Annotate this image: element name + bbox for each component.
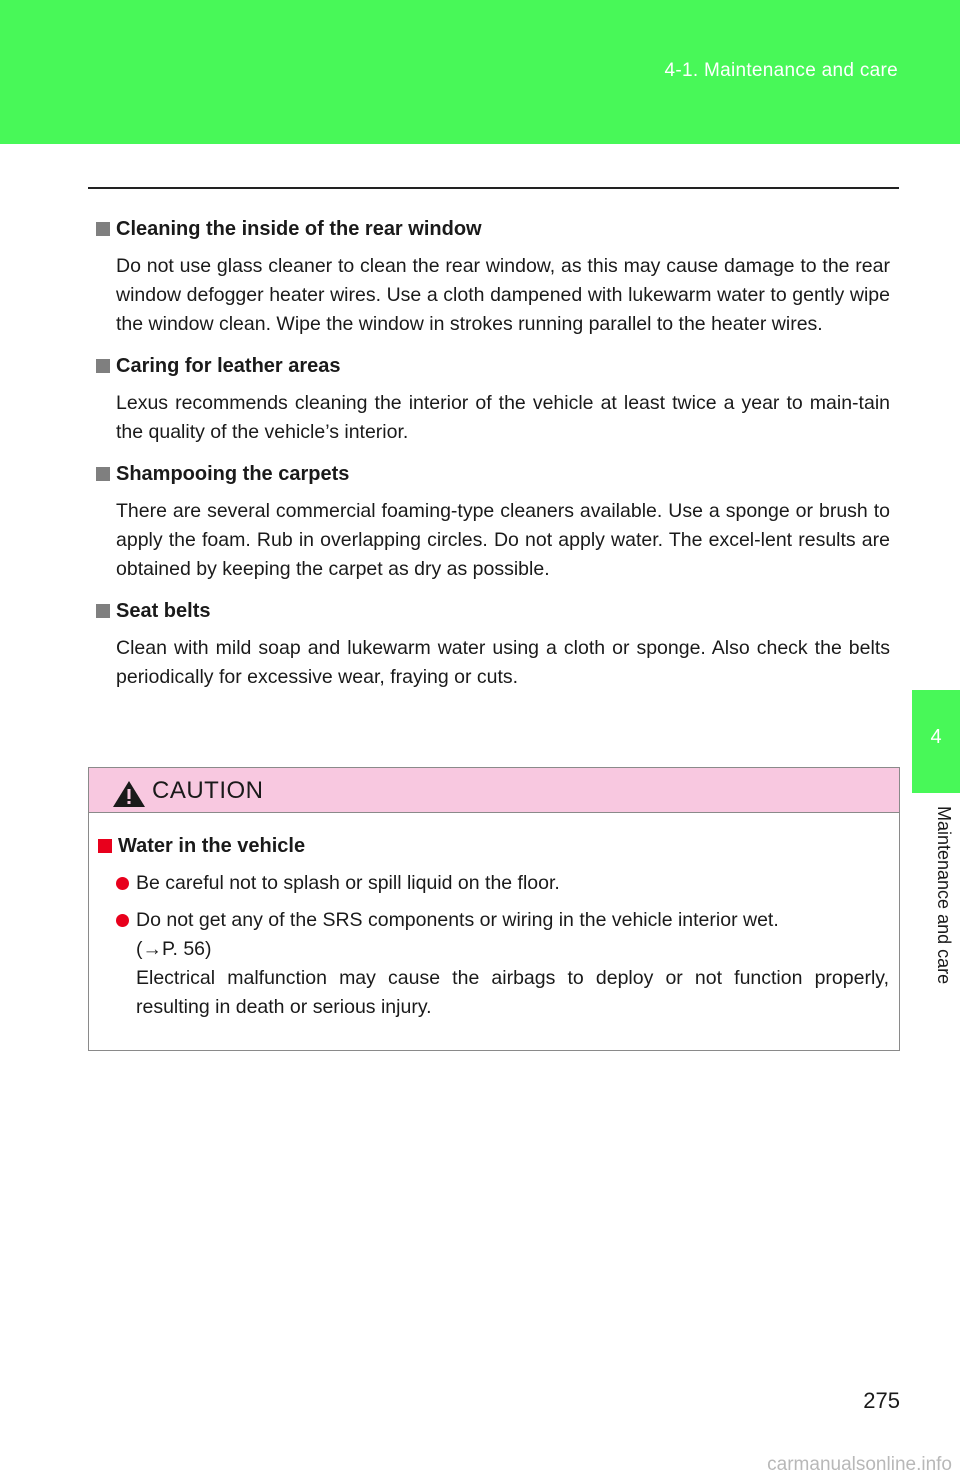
chapter-title: 4-1. Maintenance and care [664,60,898,81]
section-leather [96,351,890,447]
section-rear-window [96,214,890,339]
chapter-tab-label: Maintenance and care [934,806,954,985]
main-content [96,214,890,704]
caution-box [88,767,900,1051]
caution-header [89,768,899,813]
caution-bullet: Do not get any of the SRS components or wiring in the vehicle interior wet. (→P. 56) Electrical malfunction may cause the airbags to deploy or not function properly, resulting in death or serious injury. [98,906,889,1022]
square-bullet-icon [96,359,110,373]
section-seat-belts [96,596,890,692]
section-title: Seat belts [116,600,211,622]
caution-title: Water in the vehicle [118,835,306,857]
page-number: 275 [863,1388,900,1413]
square-bullet-icon [96,604,110,618]
square-bullet-icon [96,222,110,236]
header-band [0,0,960,144]
warning-triangle-icon [111,779,147,809]
page-reference-link[interactable]: (→P. 56) [136,938,212,960]
chapter-tab [912,690,960,793]
caution-label: CAUTION [152,777,264,804]
chapter-tab-number: 4 [930,726,942,748]
section-body: There are several commercial foaming-type cleaners available. Use a sponge or brush to apply the foam. Rub in overlapping circles. Do not apply water. The excel-lent results are obtained by keeping the carpet as dry as possible. [116,500,890,580]
header-rule [88,187,899,189]
section-carpets [96,459,890,584]
circle-bullet-icon [116,877,129,890]
section-body: Do not use glass cleaner to clean the rear window, as this may cause damage to the rear window defogger heater wires. Use a cloth dampened with lukewarm water to gently wipe the window clean. Wipe the window in strokes running parallel to the heater wires. [116,255,890,335]
caution-bullet: Be careful not to splash or spill liquid on the floor. [98,869,889,898]
section-title: Caring for leather areas [116,355,341,377]
section-body: Lexus recommends cleaning the interior of the vehicle at least twice a year to main-tain the quality of the vehicle’s interior. [116,392,890,443]
square-bullet-icon [96,467,110,481]
section-title: Cleaning the inside of the rear window [116,218,482,240]
circle-bullet-icon [116,914,129,927]
section-body: Clean with mild soap and lukewarm water using a cloth or sponge. Also check the belts periodically for excessive wear, fraying or cuts. [116,637,890,688]
watermark: carmanualsonline.info [767,1454,952,1475]
square-bullet-icon [98,839,112,853]
section-title: Shampooing the carpets [116,463,350,485]
